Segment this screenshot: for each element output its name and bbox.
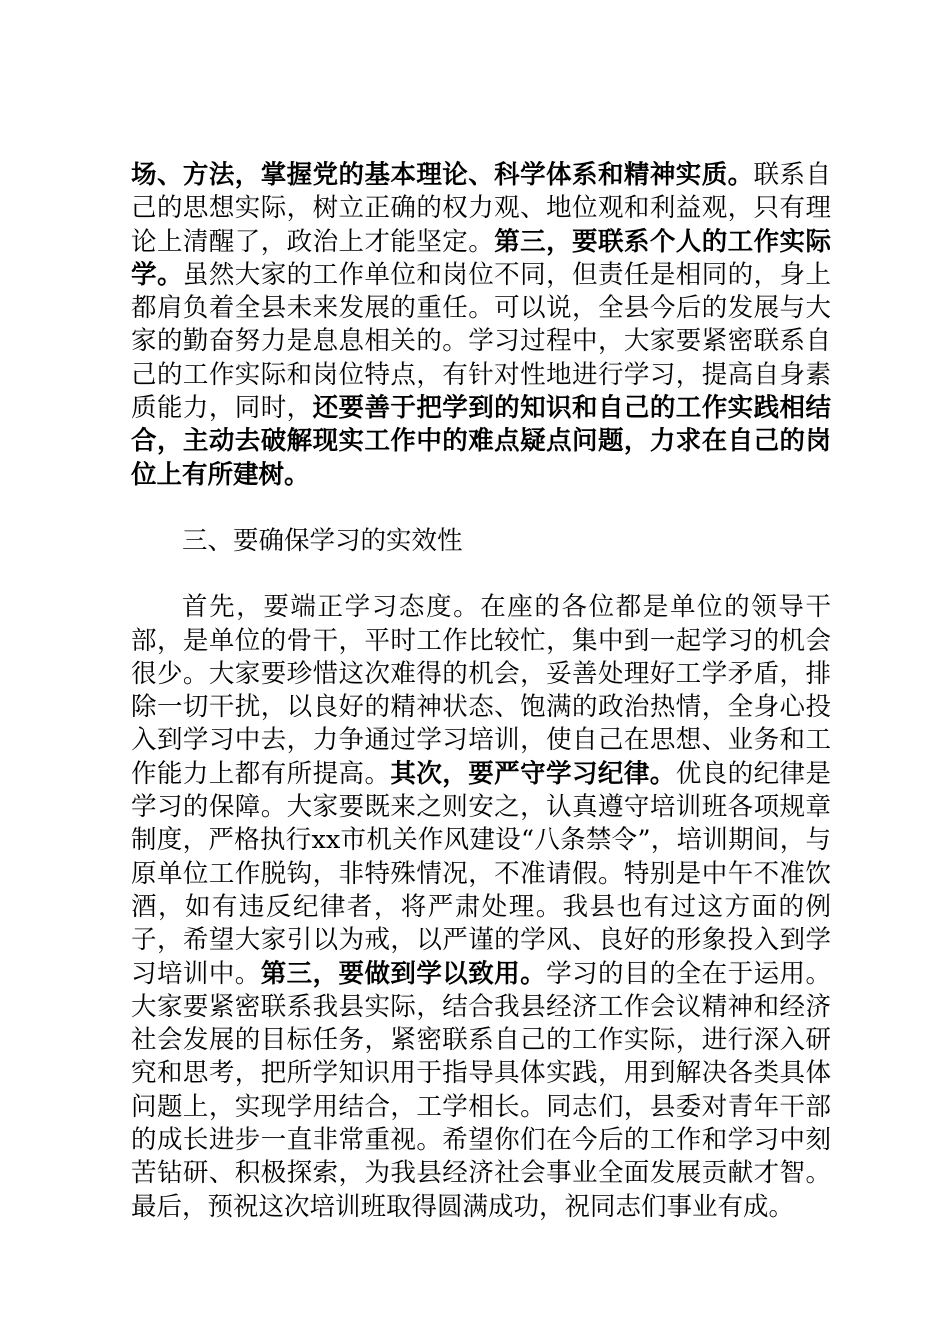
body-text: 首先，要端正学习态度。在座的各位都是单位的领导干部，是单位的骨干，平时工作比较忙，集中到一起学习的机会很少。大家要珍惜这次难得的机会，妥善处理好工学矛盾，排除一切干扰，以良好的精神状态、饱满的政治热情，全身心投入到学习中去，力争通过学习培训，使自己在思想、业务和工作能力上都有所提高。 — [131, 592, 831, 789]
body-text: 优良的纪律是学习的保障。大家要既来之则安之，认真遵守培训班各项规章制度，严格执行xx市机关作风建设“八条禁令”，培训期间，与原单位工作脱钩，非特殊情况，不准请假。特别是中午不准饮酒，如有违反纪律者，将严肃处理。我县也有过这方面的例子，希望大家引以为戒，以严谨的学风、良好的形象投入到学习培训中。 — [131, 758, 831, 989]
body-text: 联系自己的思想实际，树立正确的权力观、地位观和利益观，只有理论上清醒了，政治上才能坚定。 — [131, 160, 831, 257]
bold-phrase: 场、方法，掌握党的基本理论、科学体系和精神实质。 — [131, 160, 754, 190]
document-page — [131, 159, 831, 1224]
bold-phrase: 还要善于把学到的知识和自己的工作实践相结合，主动去破解现实工作中的难点疑点问题，力求在自己的岗位上有所建树。 — [131, 393, 831, 490]
section-heading: 三、要确保学习的实效性 — [182, 525, 463, 556]
paragraph-continuation — [131, 159, 831, 492]
bold-phrase: 其次，要严守学习纪律。 — [390, 758, 676, 789]
bold-phrase: 第三，要联系个人的工作实际学。 — [131, 226, 831, 290]
bold-phrase: 第三，要做到学以致用。 — [260, 958, 547, 989]
body-text: 虽然大家的工作单位和岗位不同，但责任是相同的，身上都肩负着全县未来发展的重任。可以说，全县今后的发展与大家的勤奋努力是息息相关的。学习过程中，大家要紧密联系自己的工作实际和岗位特点，有针对性地进行学习，提高自身素质能力，同时， — [131, 259, 831, 424]
body-text: 学习的目的全在于运用。大家要紧密联系我县实际，结合我县经济工作会议精神和经济社会发展的目标任务，紧密联系自己的工作实际，进行深入研究和思考，把所学知识用于指导具体实践，用到解决各类具体问题上，实现学用结合，工学相长。同志们，县委对青年干部的成长进步一直非常重视。希望你们在今后的工作和学习中刻苦钻研、积极探索，为我县经济社会事业全面发展贡献才智。最后，预祝这次培训班取得圆满成功，祝同志们事业有成。 — [131, 958, 831, 1222]
paragraph-body — [131, 591, 831, 1224]
